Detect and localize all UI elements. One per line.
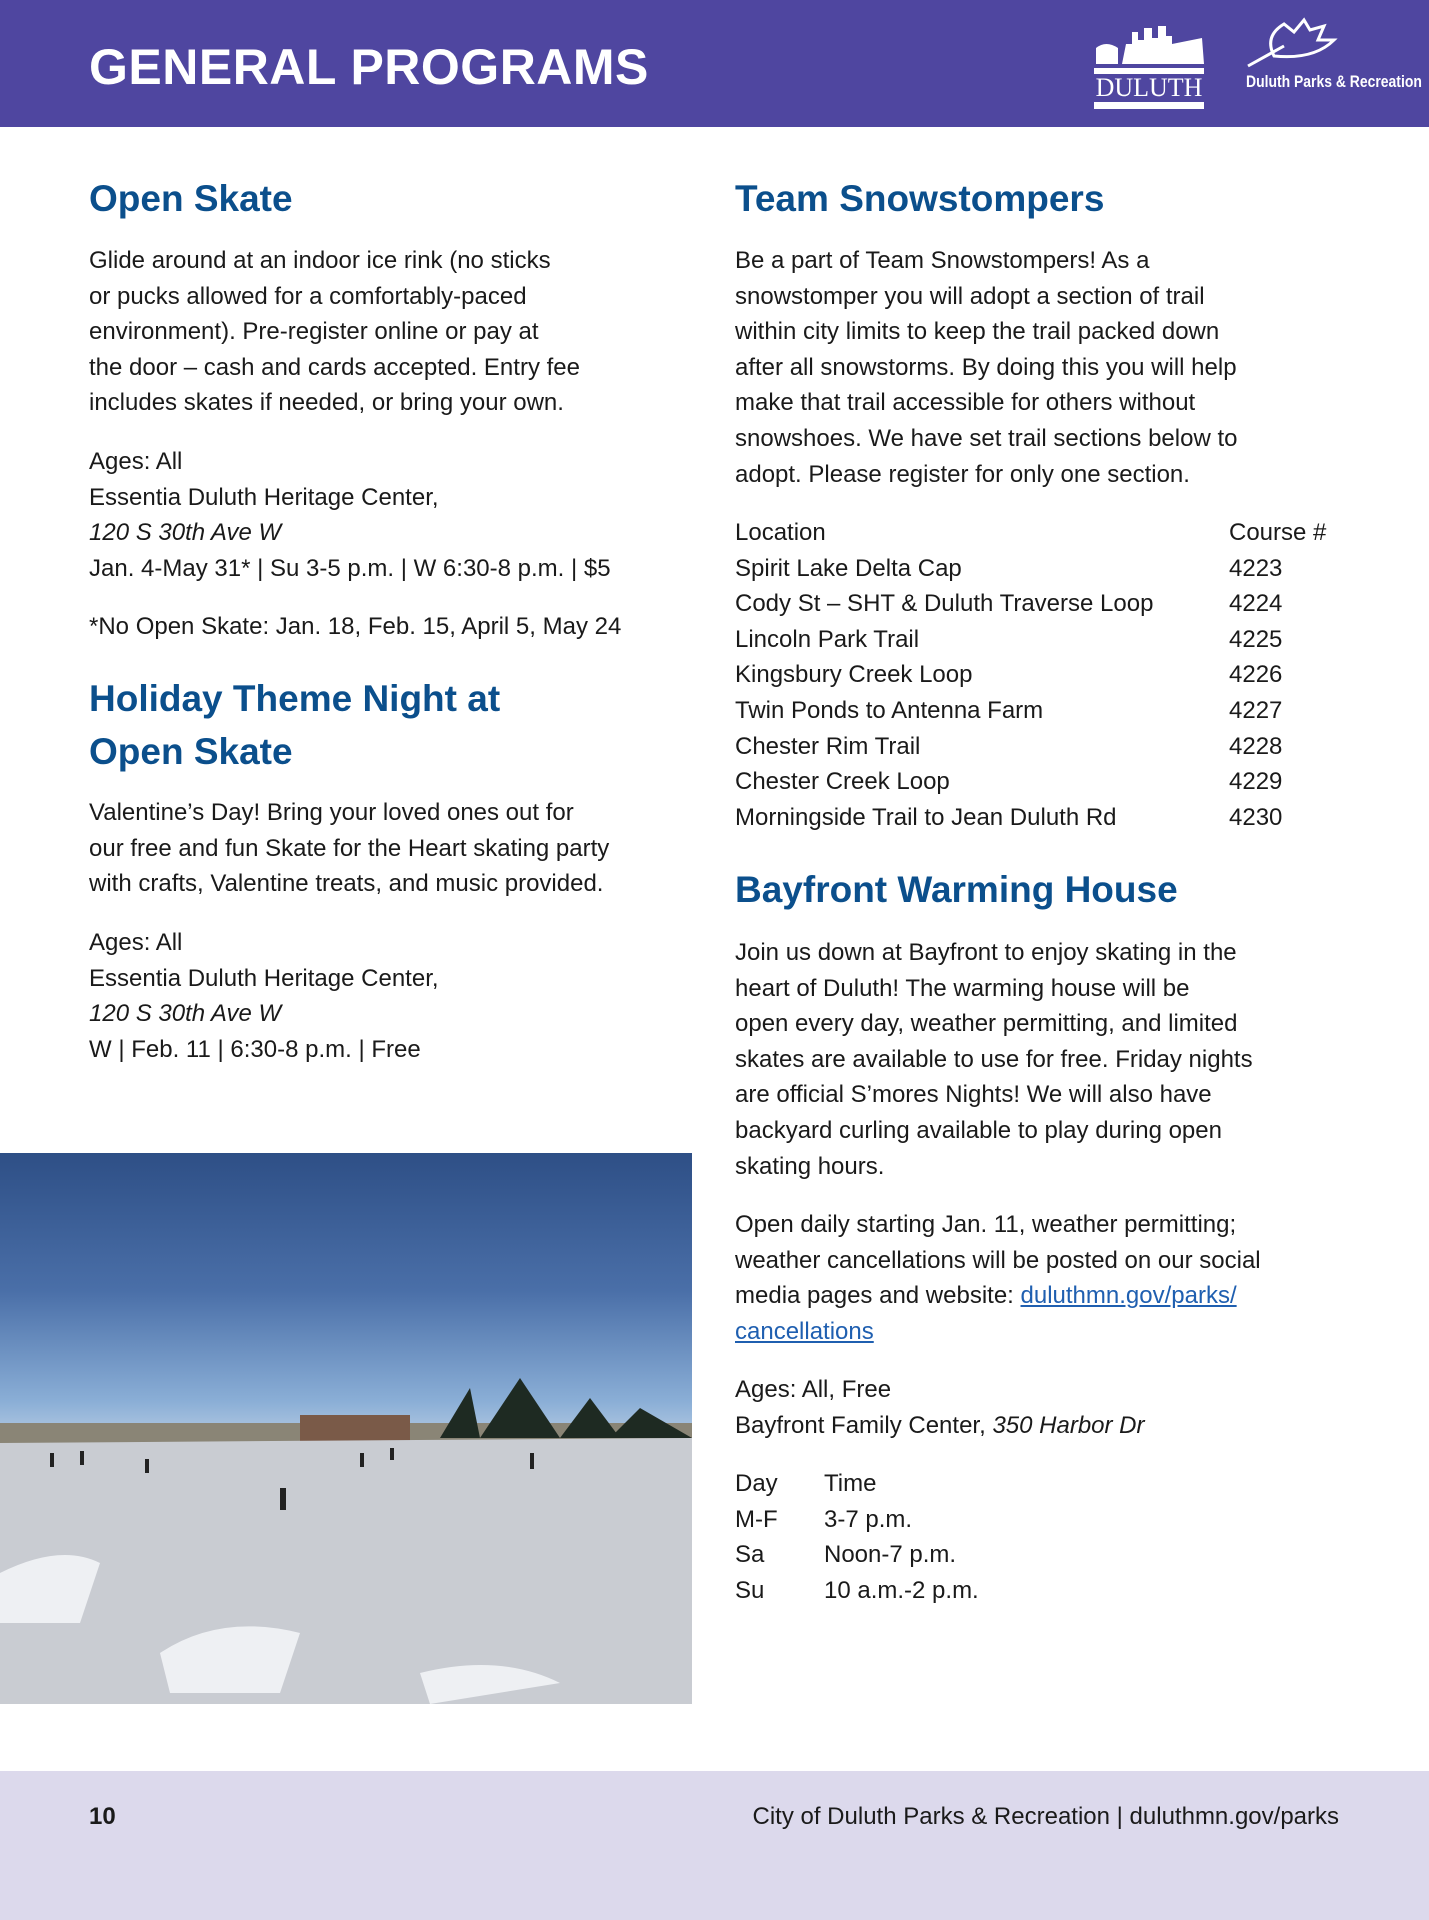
- bayfront-hours-table: [735, 1466, 979, 1608]
- outdoor-skating-rink-photo: [0, 1153, 692, 1704]
- cancellations-link-cont[interactable]: cancellations: [735, 1317, 874, 1345]
- bayfront-hours-note: Open daily starting Jan. 11, weather permitting; weather cancellations will be posted on our social media pages and website: duluthmn.gov/parks/ cancellations: [735, 1211, 1261, 1345]
- page-header: [0, 0, 1429, 127]
- table-row: Cody St – SHT & Duluth Traverse Loop 4224: [735, 590, 1283, 618]
- snowstompers-description: Be a part of Team Snowstompers! As a snowstomper you will adopt a section of trail within city limits to keep the trail packed down after all snowstorms. By doing this you will help make that trail accessible for others without snowshoes. We have set trail sections below to adopt. Please register for only one section.: [735, 247, 1238, 488]
- table-row: Chester Rim Trail 4228: [735, 732, 1283, 760]
- open-skate-description: Glide around at an indoor ice rink (no sticks or pucks allowed for a comfortably-paced environment). Pre-register online or pay at the door – cash and cards accepted. Entry fee includes skates if needed, or bring your own.: [89, 247, 580, 417]
- bayfront-details: Ages: All, Free Bayfront Family Center, 350 Harbor Dr: [735, 1376, 1145, 1439]
- bayfront-description: Join us down at Bayfront to enjoy skating in the heart of Duluth! The warming house will be open every day, weather permitting, and limited skates are available to use for free. Friday nights are official S’mores Nights! We will also have backyard curling available to play during open skating hours.: [735, 939, 1253, 1180]
- open-skate-details: Ages: All Essentia Duluth Heritage Center, 120 S 30th Ave W Jan. 4-May 31* | Su 3-5 p.m. | W 6:30-8 p.m. | $5: [89, 448, 611, 582]
- table-header: Location Course #: [735, 519, 1327, 546]
- page-footer: [0, 1771, 1429, 1920]
- open-skate-note: *No Open Skate: Jan. 18, Feb. 15, April 5, May 24: [89, 613, 622, 640]
- holiday-description: Valentine’s Day! Bring your loved ones out for our free and fun Skate for the Heart skating party with crafts, Valentine treats, and music provided.: [89, 799, 610, 898]
- table-row: M-F 3-7 p.m.: [735, 1505, 913, 1533]
- table-row: Spirit Lake Delta Cap 4223: [735, 554, 1283, 582]
- holiday-heading: Holiday Theme Night at Open Skate: [89, 678, 501, 772]
- table-row: Chester Creek Loop 4229: [735, 768, 1283, 796]
- svg-text:DULUTH: DULUTH: [1095, 73, 1203, 102]
- table-header: Day Time: [735, 1470, 877, 1497]
- table-row: Lincoln Park Trail 4225: [735, 625, 1283, 653]
- cancellations-link[interactable]: duluthmn.gov/parks/: [1020, 1282, 1237, 1310]
- page-title: GENERAL PROGRAMS: [89, 39, 649, 95]
- city-of-duluth-logo: [1092, 24, 1206, 112]
- holiday-details: Ages: All Essentia Duluth Heritage Center, 120 S 30th Ave W W | Feb. 11 | 6:30-8 p.m. | Free: [89, 929, 439, 1063]
- team-snowstompers-heading: Team Snowstompers: [735, 178, 1105, 219]
- open-skate-heading: Open Skate: [89, 178, 293, 219]
- table-row: Morningside Trail to Jean Duluth Rd 4230: [735, 803, 1283, 831]
- trail-sections-table: [735, 515, 1326, 835]
- footer-text: City of Duluth Parks & Recreation | duluthmn.gov/parks: [752, 1803, 1339, 1830]
- duluth-parks-recreation-logo: Duluth Parks & Recreation: [1244, 16, 1338, 112]
- table-row: Twin Ponds to Antenna Farm 4227: [735, 696, 1283, 724]
- table-row: Su 10 a.m.-2 p.m.: [735, 1576, 979, 1604]
- bayfront-heading: Bayfront Warming House: [735, 869, 1178, 910]
- leaf-icon: [1244, 16, 1338, 68]
- page-number: 10: [89, 1803, 116, 1830]
- table-row: Kingsbury Creek Loop 4226: [735, 661, 1283, 689]
- table-row: Sa Noon-7 p.m.: [735, 1541, 957, 1569]
